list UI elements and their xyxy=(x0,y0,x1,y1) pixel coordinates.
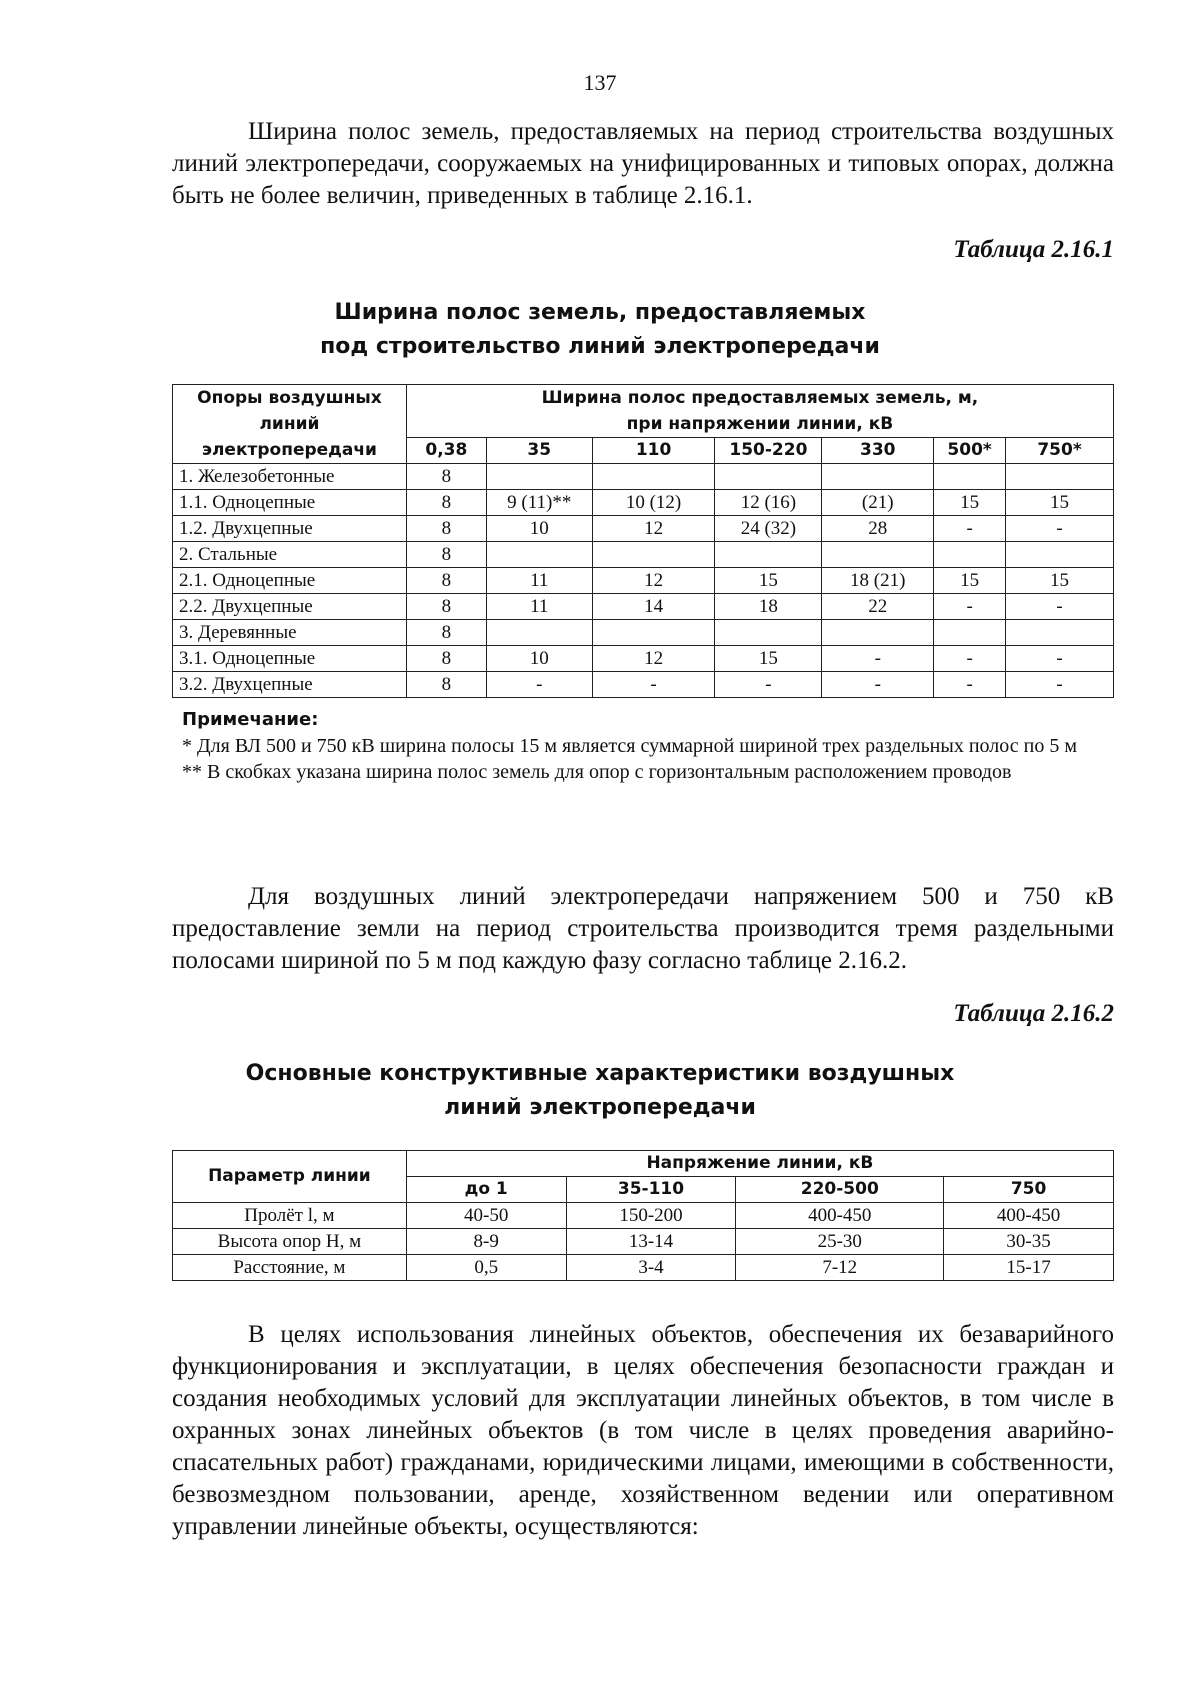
table-cell: - xyxy=(934,672,1006,698)
table-cell: 400-450 xyxy=(944,1203,1114,1229)
table-cell: - xyxy=(822,672,934,698)
table-caption: Таблица 2.16.2 xyxy=(953,1000,1114,1027)
table-cell: 8 xyxy=(406,542,486,568)
table-title-line: под строительство линий электропередачи xyxy=(320,334,880,359)
table-cell: 12 xyxy=(592,646,715,672)
voltage-header: 150-220 xyxy=(715,438,822,464)
table-cell: - xyxy=(1006,594,1114,620)
table-row xyxy=(173,1229,1114,1255)
table-cell: 0,5 xyxy=(406,1255,566,1281)
table-cell: 18 xyxy=(715,594,822,620)
table-cell xyxy=(1006,620,1114,646)
table-cell: - xyxy=(934,516,1006,542)
note-text: ** В скобках указана ширина полос земель для опор с горизонтальным расположением проводов xyxy=(182,761,1012,783)
table-cell xyxy=(1006,464,1114,490)
table-caption: Таблица 2.16.1 xyxy=(953,236,1114,263)
table-cell: 9 (11)** xyxy=(486,490,592,516)
paragraph-text: Для воздушных линий электропередачи напряжением 500 и 750 кВ предоставление земли на период строительства производится тремя раздельными полосами шириной по 5 м под каждую фазу согласно таблице 2.16.2. xyxy=(172,883,1114,974)
row-label: 2.1. Одноцепные xyxy=(173,568,407,594)
table-cell: 150-200 xyxy=(566,1203,736,1229)
table-row xyxy=(173,1203,1114,1229)
note-text: * Для ВЛ 500 и 750 кВ ширина полосы 15 м является суммарной шириной трех раздельных полос по 5 м xyxy=(182,735,1077,757)
table-cell xyxy=(822,464,934,490)
table-cell xyxy=(592,620,715,646)
table-row xyxy=(173,516,1114,542)
table-row xyxy=(173,542,1114,568)
row-label: 3. Деревянные xyxy=(173,620,407,646)
table-cell: 24 (32) xyxy=(715,516,822,542)
table-cell xyxy=(934,542,1006,568)
table-cell: 14 xyxy=(592,594,715,620)
table-cell: 13-14 xyxy=(566,1229,736,1255)
row-label: 1.2. Двухцепные xyxy=(173,516,407,542)
voltage-header: 330 xyxy=(822,438,934,464)
table-cell: 8 xyxy=(406,672,486,698)
table-row xyxy=(173,568,1114,594)
row-label: 1.1. Одноцепные xyxy=(173,490,407,516)
row-label: Расстояние, м xyxy=(173,1255,407,1281)
table-cell: 12 xyxy=(592,516,715,542)
paragraph-text: В целях использования линейных объектов, обеспечения их безаварийного функционирования и эксплуатации, в целях обеспечения безопасности граждан и создания необходимых условий для эксплуатации линейных объектов, в том числе в охранных зонах линейных объектов (в том числе в целях проведения аварийно-спасательных работ) гражданами, юридическими лицами, имеющими в собственности, безвозмездном пользовании, аренде, хозяйственном ведении или оперативном управлении линейные объекты, осуществляются: xyxy=(172,1321,1114,1540)
table-cell: 15-17 xyxy=(944,1255,1114,1281)
paragraph-conditions xyxy=(172,1319,1114,1543)
table-cell xyxy=(715,464,822,490)
header-param: Параметр линии xyxy=(173,1151,407,1203)
row-label: 3.2. Двухцепные xyxy=(173,672,407,698)
table-cell xyxy=(715,542,822,568)
table-cell: - xyxy=(1006,646,1114,672)
table-cell: 18 (21) xyxy=(822,568,934,594)
table-cell: 15 xyxy=(715,646,822,672)
voltage-header: 35-110 xyxy=(566,1177,736,1203)
table-cell: 15 xyxy=(715,568,822,594)
note-title: Примечание: xyxy=(182,709,319,730)
header-voltage-group: Напряжение линии, кВ xyxy=(406,1151,1113,1177)
table-title xyxy=(0,1057,1200,1125)
table-row xyxy=(173,620,1114,646)
table-cell: - xyxy=(715,672,822,698)
table-cell: 8 xyxy=(406,464,486,490)
table-notes xyxy=(182,707,1082,785)
table-cell xyxy=(592,464,715,490)
paragraph-text: Ширина полос земель, предоставляемых на период строительства воздушных линий электропередачи, сооружаемых на унифицированных и типовых опорах, должна быть не более величин, приведенных в таблице 2.16.1. xyxy=(172,118,1114,209)
paragraph-intro xyxy=(172,116,1114,212)
table-cell: 11 xyxy=(486,568,592,594)
table-cell: - xyxy=(934,646,1006,672)
voltage-header: 35 xyxy=(486,438,592,464)
row-label: 2.2. Двухцепные xyxy=(173,594,407,620)
table-cell xyxy=(592,542,715,568)
table-cell: 8 xyxy=(406,594,486,620)
table-row xyxy=(173,1255,1114,1281)
table-cell: - xyxy=(934,594,1006,620)
table-cell: 28 xyxy=(822,516,934,542)
table-cell: 30-35 xyxy=(944,1229,1114,1255)
table-row xyxy=(173,464,1114,490)
table-cell xyxy=(486,542,592,568)
table-cell: - xyxy=(1006,516,1114,542)
table-row xyxy=(173,594,1114,620)
table-cell: - xyxy=(822,646,934,672)
table-row xyxy=(173,646,1114,672)
table-cell: 8 xyxy=(406,516,486,542)
table-cell xyxy=(715,620,822,646)
table-cell xyxy=(486,464,592,490)
table-cell: 400-450 xyxy=(736,1203,944,1229)
table-cell: 10 xyxy=(486,646,592,672)
table-cell xyxy=(822,620,934,646)
table-cell: 12 (16) xyxy=(715,490,822,516)
table-cell: 11 xyxy=(486,594,592,620)
table-cell xyxy=(486,620,592,646)
table-cell: 40-50 xyxy=(406,1203,566,1229)
table-cell: 12 xyxy=(592,568,715,594)
table-cell xyxy=(934,464,1006,490)
table-cell xyxy=(1006,542,1114,568)
table-cell: 15 xyxy=(1006,568,1114,594)
table-cell: 7-12 xyxy=(736,1255,944,1281)
row-label: 2. Стальные xyxy=(173,542,407,568)
table-cell: - xyxy=(486,672,592,698)
table-cell: 8 xyxy=(406,646,486,672)
header-width-group: Ширина полос предоставляемых земель, м, при напряжении линии, кВ xyxy=(406,385,1113,438)
paragraph-allocation xyxy=(172,881,1114,977)
table-cell: 25-30 xyxy=(736,1229,944,1255)
table-title-line: Основные конструктивные характеристики воздушных xyxy=(245,1061,955,1086)
voltage-header: 500* xyxy=(934,438,1006,464)
voltage-header: 0,38 xyxy=(406,438,486,464)
table-cell xyxy=(822,542,934,568)
table-cell: 15 xyxy=(1006,490,1114,516)
voltage-header: 750* xyxy=(1006,438,1114,464)
table-cell: (21) xyxy=(822,490,934,516)
voltage-header: 220-500 xyxy=(736,1177,944,1203)
table-cell: 22 xyxy=(822,594,934,620)
line-characteristics-table xyxy=(172,1150,1114,1281)
page-number: 137 xyxy=(583,70,617,95)
table-cell: 8-9 xyxy=(406,1229,566,1255)
row-label: 1. Железобетонные xyxy=(173,464,407,490)
table-cell: 8 xyxy=(406,568,486,594)
voltage-header: 750 xyxy=(944,1177,1114,1203)
row-label: Высота опор Н, м xyxy=(173,1229,407,1255)
table-title xyxy=(0,296,1200,364)
table-cell: 15 xyxy=(934,568,1006,594)
table-cell: 3-4 xyxy=(566,1255,736,1281)
table-row xyxy=(173,672,1114,698)
table-cell: - xyxy=(1006,672,1114,698)
header-supports: Опоры воздушных линий электропередачи xyxy=(173,385,407,464)
table-cell: 15 xyxy=(934,490,1006,516)
table-cell: 10 (12) xyxy=(592,490,715,516)
land-width-table xyxy=(172,384,1114,698)
table-cell: 10 xyxy=(486,516,592,542)
table-row xyxy=(173,490,1114,516)
table-cell: 8 xyxy=(406,490,486,516)
table-cell: 8 xyxy=(406,620,486,646)
row-label: 3.1. Одноцепные xyxy=(173,646,407,672)
table-title-line: Ширина полос земель, предоставляемых xyxy=(334,300,866,325)
voltage-header: до 1 xyxy=(406,1177,566,1203)
voltage-header: 110 xyxy=(592,438,715,464)
row-label: Пролёт l, м xyxy=(173,1203,407,1229)
table-cell: - xyxy=(592,672,715,698)
table-cell xyxy=(934,620,1006,646)
table-title-line: линий электропередачи xyxy=(444,1095,756,1120)
